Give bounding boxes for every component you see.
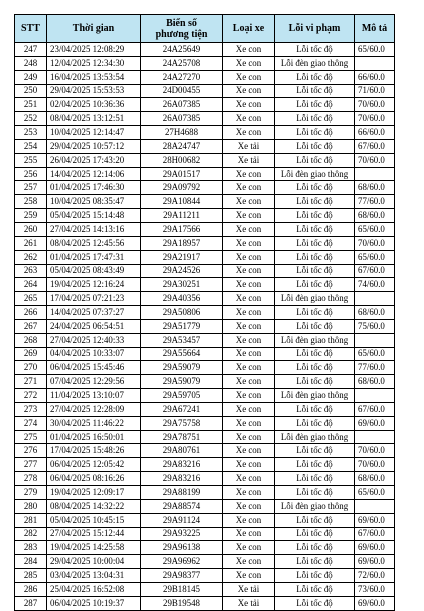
- cell-mo-ta: [355, 499, 395, 513]
- cell-loi-vi-pham: Lỗi tốc độ: [275, 195, 355, 209]
- cell-loai-xe: Xe con: [223, 264, 275, 278]
- cell-loai-xe: Xe con: [223, 430, 275, 444]
- cell-thoi-gian: 08/04/2025 12:45:56: [47, 236, 141, 250]
- table-row: [15, 126, 395, 140]
- cell-bien-so: 29A59079: [141, 375, 223, 389]
- table-row: [15, 499, 395, 513]
- table-row: [15, 582, 395, 596]
- table-row: [15, 486, 395, 500]
- table-row: [15, 375, 395, 389]
- header-loai-xe: Loại xe: [223, 15, 275, 43]
- header-bien-so-line1: Biển số: [166, 17, 197, 29]
- violations-table: [14, 14, 395, 611]
- table-row: [15, 513, 395, 527]
- cell-stt: 281: [15, 513, 47, 527]
- table-row: [15, 472, 395, 486]
- cell-mo-ta: 66/60.0: [355, 70, 395, 84]
- cell-mo-ta: 74/60.0: [355, 278, 395, 292]
- cell-stt: 275: [15, 430, 47, 444]
- table-row: [15, 181, 395, 195]
- cell-thoi-gian: 17/04/2025 07:21:23: [47, 292, 141, 306]
- cell-bien-so: 29A40356: [141, 292, 223, 306]
- cell-loi-vi-pham: Lỗi tốc độ: [275, 402, 355, 416]
- cell-loi-vi-pham: Lỗi tốc độ: [275, 444, 355, 458]
- cell-stt: 269: [15, 347, 47, 361]
- cell-bien-so: 29A53457: [141, 333, 223, 347]
- cell-stt: 282: [15, 527, 47, 541]
- cell-loi-vi-pham: Lỗi tốc độ: [275, 112, 355, 126]
- cell-thoi-gian: 07/04/2025 12:29:56: [47, 375, 141, 389]
- cell-loai-xe: Xe con: [223, 306, 275, 320]
- cell-bien-so: 29A96962: [141, 555, 223, 569]
- cell-stt: 284: [15, 555, 47, 569]
- cell-stt: 274: [15, 416, 47, 430]
- cell-loai-xe: Xe con: [223, 43, 275, 57]
- cell-stt: 263: [15, 264, 47, 278]
- cell-loai-xe: Xe con: [223, 416, 275, 430]
- cell-mo-ta: [355, 56, 395, 70]
- table-row: [15, 527, 395, 541]
- cell-thoi-gian: 12/04/2025 12:34:30: [47, 56, 141, 70]
- cell-mo-ta: 73/60.0: [355, 582, 395, 596]
- cell-bien-so: 29A96138: [141, 541, 223, 555]
- cell-bien-so: 29A18957: [141, 236, 223, 250]
- cell-bien-so: 29A78751: [141, 430, 223, 444]
- cell-thoi-gian: 29/04/2025 10:00:04: [47, 555, 141, 569]
- table-row: [15, 222, 395, 236]
- cell-bien-so: 29A83216: [141, 458, 223, 472]
- cell-loi-vi-pham: Lỗi đèn giao thông: [275, 333, 355, 347]
- table-row: [15, 209, 395, 223]
- cell-mo-ta: 68/60.0: [355, 375, 395, 389]
- cell-mo-ta: [355, 389, 395, 403]
- table-row: [15, 402, 395, 416]
- cell-stt: 252: [15, 112, 47, 126]
- cell-loi-vi-pham: Lỗi tốc độ: [275, 541, 355, 555]
- cell-loi-vi-pham: Lỗi đèn giao thông: [275, 56, 355, 70]
- cell-thoi-gian: 05/04/2025 15:14:48: [47, 209, 141, 223]
- cell-stt: 250: [15, 84, 47, 98]
- table-row: [15, 84, 395, 98]
- cell-stt: 268: [15, 333, 47, 347]
- cell-stt: 280: [15, 499, 47, 513]
- cell-bien-so: 24A25708: [141, 56, 223, 70]
- table-row: [15, 43, 395, 57]
- cell-thoi-gian: 11/04/2025 13:10:07: [47, 389, 141, 403]
- cell-thoi-gian: 27/04/2025 15:12:44: [47, 527, 141, 541]
- cell-loai-xe: Xe con: [223, 389, 275, 403]
- cell-stt: 286: [15, 582, 47, 596]
- cell-loi-vi-pham: Lỗi tốc độ: [275, 43, 355, 57]
- cell-loi-vi-pham: Lỗi tốc độ: [275, 596, 355, 610]
- cell-mo-ta: 65/60.0: [355, 222, 395, 236]
- cell-bien-so: 29A88199: [141, 486, 223, 500]
- header-loi-vi-pham: Lỗi vi phạm: [275, 15, 355, 43]
- cell-mo-ta: 67/60.0: [355, 139, 395, 153]
- cell-thoi-gian: 27/04/2025 14:13:16: [47, 222, 141, 236]
- cell-loi-vi-pham: Lỗi tốc độ: [275, 181, 355, 195]
- table-row: [15, 430, 395, 444]
- header-mo-ta: Mô tả: [355, 15, 395, 43]
- cell-loi-vi-pham: Lỗi đèn giao thông: [275, 389, 355, 403]
- table-row: [15, 347, 395, 361]
- cell-loi-vi-pham: Lỗi đèn giao thông: [275, 292, 355, 306]
- cell-loi-vi-pham: Lỗi tốc độ: [275, 264, 355, 278]
- table-row: [15, 56, 395, 70]
- cell-stt: 265: [15, 292, 47, 306]
- cell-loai-xe: Xe con: [223, 126, 275, 140]
- cell-thoi-gian: 19/04/2025 14:25:58: [47, 541, 141, 555]
- table-row: [15, 319, 395, 333]
- cell-thoi-gian: 10/04/2025 08:35:47: [47, 195, 141, 209]
- cell-stt: 261: [15, 236, 47, 250]
- cell-bien-so: 29B18145: [141, 582, 223, 596]
- cell-bien-so: 29A51779: [141, 319, 223, 333]
- cell-mo-ta: 67/60.0: [355, 264, 395, 278]
- cell-mo-ta: 71/60.0: [355, 84, 395, 98]
- cell-loi-vi-pham: Lỗi tốc độ: [275, 555, 355, 569]
- cell-loi-vi-pham: Lỗi tốc độ: [275, 139, 355, 153]
- cell-bien-so: 29A09792: [141, 181, 223, 195]
- cell-mo-ta: 72/60.0: [355, 569, 395, 583]
- header-bien-so-line2: phương tiện: [155, 28, 208, 40]
- cell-loai-xe: Xe con: [223, 347, 275, 361]
- cell-loai-xe: Xe tải: [223, 139, 275, 153]
- cell-mo-ta: 65/60.0: [355, 250, 395, 264]
- cell-loai-xe: Xe con: [223, 112, 275, 126]
- cell-loi-vi-pham: Lỗi tốc độ: [275, 375, 355, 389]
- table-row: [15, 153, 395, 167]
- cell-thoi-gian: 26/04/2025 17:43:20: [47, 153, 141, 167]
- cell-mo-ta: 65/60.0: [355, 486, 395, 500]
- cell-thoi-gian: 30/04/2025 11:46:22: [47, 416, 141, 430]
- cell-thoi-gian: 19/04/2025 12:16:24: [47, 278, 141, 292]
- cell-thoi-gian: 27/04/2025 12:28:09: [47, 402, 141, 416]
- cell-thoi-gian: 16/04/2025 13:53:54: [47, 70, 141, 84]
- cell-mo-ta: 66/60.0: [355, 126, 395, 140]
- cell-loi-vi-pham: Lỗi tốc độ: [275, 250, 355, 264]
- cell-mo-ta: 69/60.0: [355, 541, 395, 555]
- cell-mo-ta: 69/60.0: [355, 555, 395, 569]
- cell-thoi-gian: 06/04/2025 15:45:46: [47, 361, 141, 375]
- cell-mo-ta: 70/60.0: [355, 98, 395, 112]
- cell-loi-vi-pham: Lỗi tốc độ: [275, 153, 355, 167]
- cell-loi-vi-pham: Lỗi tốc độ: [275, 126, 355, 140]
- cell-stt: 279: [15, 486, 47, 500]
- cell-bien-so: 29A91124: [141, 513, 223, 527]
- cell-loai-xe: Xe con: [223, 98, 275, 112]
- cell-stt: 253: [15, 126, 47, 140]
- table-row: [15, 569, 395, 583]
- cell-thoi-gian: 10/04/2025 12:14:47: [47, 126, 141, 140]
- cell-loai-xe: Xe con: [223, 499, 275, 513]
- cell-loai-xe: Xe con: [223, 292, 275, 306]
- cell-thoi-gian: 06/04/2025 08:16:26: [47, 472, 141, 486]
- cell-stt: 248: [15, 56, 47, 70]
- cell-thoi-gian: 02/04/2025 10:36:36: [47, 98, 141, 112]
- cell-bien-so: 29A80761: [141, 444, 223, 458]
- table-row: [15, 389, 395, 403]
- cell-mo-ta: [355, 292, 395, 306]
- header-thoi-gian: Thời gian: [47, 15, 141, 43]
- cell-stt: 266: [15, 306, 47, 320]
- cell-mo-ta: 67/60.0: [355, 527, 395, 541]
- cell-loai-xe: Xe con: [223, 250, 275, 264]
- cell-bien-so: 29A59079: [141, 361, 223, 375]
- cell-loai-xe: Xe con: [223, 195, 275, 209]
- cell-loai-xe: Xe con: [223, 56, 275, 70]
- cell-stt: 255: [15, 153, 47, 167]
- cell-stt: 262: [15, 250, 47, 264]
- cell-loai-xe: Xe con: [223, 209, 275, 223]
- cell-loai-xe: Xe con: [223, 444, 275, 458]
- cell-bien-so: 27H4688: [141, 126, 223, 140]
- cell-mo-ta: 70/60.0: [355, 458, 395, 472]
- cell-thoi-gian: 29/04/2025 10:57:12: [47, 139, 141, 153]
- cell-loai-xe: Xe con: [223, 236, 275, 250]
- cell-mo-ta: 68/60.0: [355, 209, 395, 223]
- cell-bien-so: 29A10844: [141, 195, 223, 209]
- cell-stt: 267: [15, 319, 47, 333]
- cell-stt: 273: [15, 402, 47, 416]
- cell-loi-vi-pham: Lỗi tốc độ: [275, 569, 355, 583]
- cell-stt: 259: [15, 209, 47, 223]
- cell-loi-vi-pham: Lỗi tốc độ: [275, 70, 355, 84]
- cell-loai-xe: Xe con: [223, 181, 275, 195]
- header-bien-so: [141, 15, 223, 43]
- table-row: [15, 458, 395, 472]
- cell-loai-xe: Xe con: [223, 569, 275, 583]
- table-row: [15, 361, 395, 375]
- cell-loi-vi-pham: Lỗi tốc độ: [275, 361, 355, 375]
- cell-loai-xe: Xe con: [223, 319, 275, 333]
- cell-loi-vi-pham: Lỗi tốc độ: [275, 306, 355, 320]
- table-body: [15, 43, 395, 611]
- cell-loai-xe: Xe con: [223, 361, 275, 375]
- cell-loi-vi-pham: Lỗi tốc độ: [275, 513, 355, 527]
- table-row: [15, 541, 395, 555]
- cell-loai-xe: Xe con: [223, 84, 275, 98]
- cell-loi-vi-pham: Lỗi tốc độ: [275, 486, 355, 500]
- cell-thoi-gian: 05/04/2025 10:45:15: [47, 513, 141, 527]
- cell-stt: 272: [15, 389, 47, 403]
- header-stt: STT: [15, 15, 47, 43]
- cell-thoi-gian: 23/04/2025 12:08:29: [47, 43, 141, 57]
- cell-bien-so: 29A21917: [141, 250, 223, 264]
- violations-table-wrapper: [14, 14, 394, 611]
- cell-stt: 254: [15, 139, 47, 153]
- cell-loai-xe: Xe con: [223, 278, 275, 292]
- cell-stt: 251: [15, 98, 47, 112]
- cell-bien-so: 29A55664: [141, 347, 223, 361]
- cell-thoi-gian: 04/04/2025 10:33:07: [47, 347, 141, 361]
- cell-bien-so: 26A07385: [141, 112, 223, 126]
- cell-bien-so: 29A88574: [141, 499, 223, 513]
- cell-stt: 271: [15, 375, 47, 389]
- cell-loi-vi-pham: Lỗi tốc độ: [275, 582, 355, 596]
- cell-loi-vi-pham: Lỗi tốc độ: [275, 209, 355, 223]
- cell-loai-xe: Xe con: [223, 167, 275, 181]
- table-row: [15, 444, 395, 458]
- cell-loai-xe: Xe tải: [223, 153, 275, 167]
- table-row: [15, 195, 395, 209]
- cell-thoi-gian: 27/04/2025 12:40:33: [47, 333, 141, 347]
- table-row: [15, 264, 395, 278]
- cell-loi-vi-pham: Lỗi tốc độ: [275, 527, 355, 541]
- cell-thoi-gian: 05/04/2025 08:43:49: [47, 264, 141, 278]
- cell-mo-ta: 68/60.0: [355, 306, 395, 320]
- cell-thoi-gian: 01/04/2025 17:47:31: [47, 250, 141, 264]
- table-row: [15, 70, 395, 84]
- table-row: [15, 306, 395, 320]
- cell-bien-so: 24D00455: [141, 84, 223, 98]
- cell-loai-xe: Xe con: [223, 541, 275, 555]
- cell-stt: 249: [15, 70, 47, 84]
- cell-loai-xe: Xe con: [223, 402, 275, 416]
- cell-thoi-gian: 17/04/2025 15:48:26: [47, 444, 141, 458]
- cell-loai-xe: Xe con: [223, 486, 275, 500]
- cell-bien-so: 29A50806: [141, 306, 223, 320]
- cell-mo-ta: 67/60.0: [355, 402, 395, 416]
- cell-loi-vi-pham: Lỗi tốc độ: [275, 84, 355, 98]
- cell-mo-ta: 70/60.0: [355, 112, 395, 126]
- cell-mo-ta: 65/60.0: [355, 43, 395, 57]
- cell-mo-ta: 69/60.0: [355, 596, 395, 610]
- cell-loi-vi-pham: Lỗi tốc độ: [275, 319, 355, 333]
- cell-stt: 257: [15, 181, 47, 195]
- cell-loai-xe: Xe tải: [223, 596, 275, 610]
- table-row: [15, 333, 395, 347]
- cell-bien-so: 29A75758: [141, 416, 223, 430]
- cell-bien-so: 24A27270: [141, 70, 223, 84]
- cell-mo-ta: 69/60.0: [355, 513, 395, 527]
- cell-stt: 256: [15, 167, 47, 181]
- cell-mo-ta: [355, 430, 395, 444]
- table-row: [15, 250, 395, 264]
- cell-bien-so: 29A24526: [141, 264, 223, 278]
- cell-stt: 276: [15, 444, 47, 458]
- cell-loai-xe: Xe con: [223, 555, 275, 569]
- cell-stt: 264: [15, 278, 47, 292]
- table-row: [15, 167, 395, 181]
- table-row: [15, 596, 395, 610]
- table-row: [15, 98, 395, 112]
- cell-loi-vi-pham: Lỗi đèn giao thông: [275, 167, 355, 181]
- cell-bien-so: 29A30251: [141, 278, 223, 292]
- cell-stt: 285: [15, 569, 47, 583]
- cell-mo-ta: 68/60.0: [355, 472, 395, 486]
- table-row: [15, 555, 395, 569]
- cell-thoi-gian: 06/04/2025 10:19:37: [47, 596, 141, 610]
- cell-thoi-gian: 24/04/2025 06:54:51: [47, 319, 141, 333]
- cell-mo-ta: 69/60.0: [355, 416, 395, 430]
- cell-bien-so: 29A67241: [141, 402, 223, 416]
- cell-bien-so: 28A24747: [141, 139, 223, 153]
- cell-thoi-gian: 01/04/2025 16:50:01: [47, 430, 141, 444]
- cell-loi-vi-pham: Lỗi tốc độ: [275, 458, 355, 472]
- cell-mo-ta: 75/60.0: [355, 319, 395, 333]
- cell-loi-vi-pham: Lỗi tốc độ: [275, 347, 355, 361]
- cell-mo-ta: [355, 167, 395, 181]
- cell-bien-so: 29A01517: [141, 167, 223, 181]
- cell-bien-so: 29B19548: [141, 596, 223, 610]
- cell-stt: 247: [15, 43, 47, 57]
- cell-stt: 258: [15, 195, 47, 209]
- cell-loai-xe: Xe tải: [223, 582, 275, 596]
- cell-bien-so: 28H00682: [141, 153, 223, 167]
- cell-stt: 287: [15, 596, 47, 610]
- cell-bien-so: 24A25649: [141, 43, 223, 57]
- cell-mo-ta: 70/60.0: [355, 153, 395, 167]
- cell-loai-xe: Xe con: [223, 70, 275, 84]
- cell-loi-vi-pham: Lỗi tốc độ: [275, 278, 355, 292]
- cell-loai-xe: Xe con: [223, 333, 275, 347]
- cell-loi-vi-pham: Lỗi tốc độ: [275, 236, 355, 250]
- table-row: [15, 416, 395, 430]
- cell-loai-xe: Xe con: [223, 375, 275, 389]
- cell-loai-xe: Xe con: [223, 513, 275, 527]
- cell-stt: 270: [15, 361, 47, 375]
- cell-mo-ta: 68/60.0: [355, 181, 395, 195]
- table-row: [15, 112, 395, 126]
- cell-mo-ta: 70/60.0: [355, 236, 395, 250]
- cell-stt: 260: [15, 222, 47, 236]
- cell-stt: 277: [15, 458, 47, 472]
- cell-thoi-gian: 14/04/2025 12:14:06: [47, 167, 141, 181]
- cell-bien-so: 29A59705: [141, 389, 223, 403]
- cell-loi-vi-pham: Lỗi tốc độ: [275, 222, 355, 236]
- cell-loai-xe: Xe con: [223, 222, 275, 236]
- cell-loi-vi-pham: Lỗi đèn giao thông: [275, 430, 355, 444]
- cell-loai-xe: Xe con: [223, 472, 275, 486]
- cell-mo-ta: [355, 333, 395, 347]
- cell-loai-xe: Xe con: [223, 527, 275, 541]
- cell-bien-so: 26A07385: [141, 98, 223, 112]
- cell-bien-so: 29A93225: [141, 527, 223, 541]
- cell-loai-xe: Xe con: [223, 458, 275, 472]
- cell-mo-ta: 77/60.0: [355, 195, 395, 209]
- cell-thoi-gian: 29/04/2025 15:53:53: [47, 84, 141, 98]
- cell-thoi-gian: 03/04/2025 13:04:31: [47, 569, 141, 583]
- cell-mo-ta: 70/60.0: [355, 444, 395, 458]
- table-row: [15, 236, 395, 250]
- cell-thoi-gian: 25/04/2025 16:52:08: [47, 582, 141, 596]
- table-row: [15, 278, 395, 292]
- cell-loi-vi-pham: Lỗi tốc độ: [275, 472, 355, 486]
- cell-thoi-gian: 01/04/2025 17:46:30: [47, 181, 141, 195]
- cell-loi-vi-pham: Lỗi tốc độ: [275, 98, 355, 112]
- cell-loi-vi-pham: Lỗi tốc độ: [275, 416, 355, 430]
- cell-bien-so: 29A98377: [141, 569, 223, 583]
- cell-loi-vi-pham: Lỗi đèn giao thông: [275, 499, 355, 513]
- cell-thoi-gian: 08/04/2025 14:32:22: [47, 499, 141, 513]
- cell-mo-ta: 77/60.0: [355, 361, 395, 375]
- cell-bien-so: 29A11211: [141, 209, 223, 223]
- cell-stt: 283: [15, 541, 47, 555]
- table-row: [15, 139, 395, 153]
- cell-thoi-gian: 06/04/2025 12:05:42: [47, 458, 141, 472]
- cell-mo-ta: 65/60.0: [355, 347, 395, 361]
- cell-thoi-gian: 08/04/2025 13:12:51: [47, 112, 141, 126]
- header-row: [15, 15, 395, 43]
- cell-bien-so: 29A83216: [141, 472, 223, 486]
- cell-thoi-gian: 14/04/2025 07:37:27: [47, 306, 141, 320]
- table-row: [15, 292, 395, 306]
- cell-thoi-gian: 19/04/2025 12:09:17: [47, 486, 141, 500]
- cell-stt: 278: [15, 472, 47, 486]
- cell-bien-so: 29A17566: [141, 222, 223, 236]
